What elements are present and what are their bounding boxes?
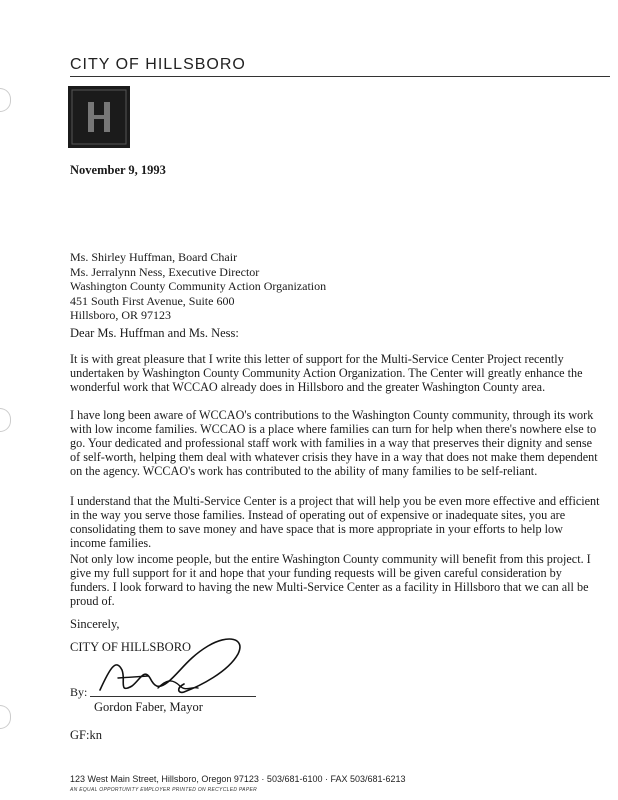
hole-punch-mark — [0, 705, 11, 729]
body-paragraph: I have long been aware of WCCAO's contributions to the Washington County community, through its work with low income families. WCCAO is a place where families can turn for help when there's nowhere else to go. Your dedicated and professional staff work with families in a way that preserves their dignity and sense of self-worth, helping them deal with whatever crisis they have in a way that does not make them dependent on the agency. WCCAO's work has contributed to the ability of many families to be self-reliant. — [70, 408, 598, 478]
address-line: Ms. Shirley Huffman, Board Chair — [70, 250, 238, 264]
letterhead-rule — [70, 76, 610, 77]
signature-line — [90, 696, 256, 697]
valediction: Sincerely, — [70, 617, 120, 631]
body-paragraph: I understand that the Multi-Service Center is a project that will help you be even more effective and efficient in the way you serve those families. Instead of operating out of expensive or inadequate sites, you are consolidating them to save money and have space that is more appropriate in your efforts to help low income families. — [70, 494, 600, 550]
address-line: 451 South First Avenue, Suite 600 — [70, 293, 235, 308]
hole-punch-mark — [0, 408, 11, 432]
address-line: Washington County Community Action Organization — [70, 279, 327, 293]
by-label: By: — [70, 685, 88, 699]
body-paragraph: It is with great pleasure that I write this letter of support for the Multi-Service Center Project recently undertaken by Washington County Community Action Organization. The Center will greatly enhance the wonderful work that WCCAO already does in Hillsboro and the greater Washington County area. — [70, 352, 583, 394]
salutation: Dear Ms. Huffman and Ms. Ness: — [70, 326, 239, 340]
address-line: Hillsboro, OR 97123 — [70, 308, 172, 322]
footer-note: AN EQUAL OPPORTUNITY EMPLOYER PRINTED ON RECYCLED PAPER — [70, 787, 258, 793]
recipient-address — [70, 250, 326, 323]
hole-punch-mark — [0, 88, 11, 112]
body-paragraph: Not only low income people, but the entire Washington County community will benefit from this project. I give my full support for it and hope that your funding requests will be given careful consideration by funders. I look forward to having the new Multi-Service Center as a facility in Hillsboro that we can all be proud of. — [70, 552, 591, 608]
city-logo — [68, 86, 130, 148]
footer-address: 123 West Main Street, Hillsboro, Oregon 97123 · 503/681-6100 · FAX 503/681-6213 — [70, 774, 406, 784]
closing-organization: CITY OF HILLSBORO — [70, 640, 192, 654]
signer-name: Gordon Faber, Mayor — [94, 700, 203, 714]
letter-date: November 9, 1993 — [70, 163, 166, 177]
letterhead-title: CITY OF HILLSBORO — [70, 56, 246, 73]
typist-initials: GF:kn — [70, 728, 102, 742]
address-line: Ms. Jerralynn Ness, Executive Director — [70, 264, 260, 279]
